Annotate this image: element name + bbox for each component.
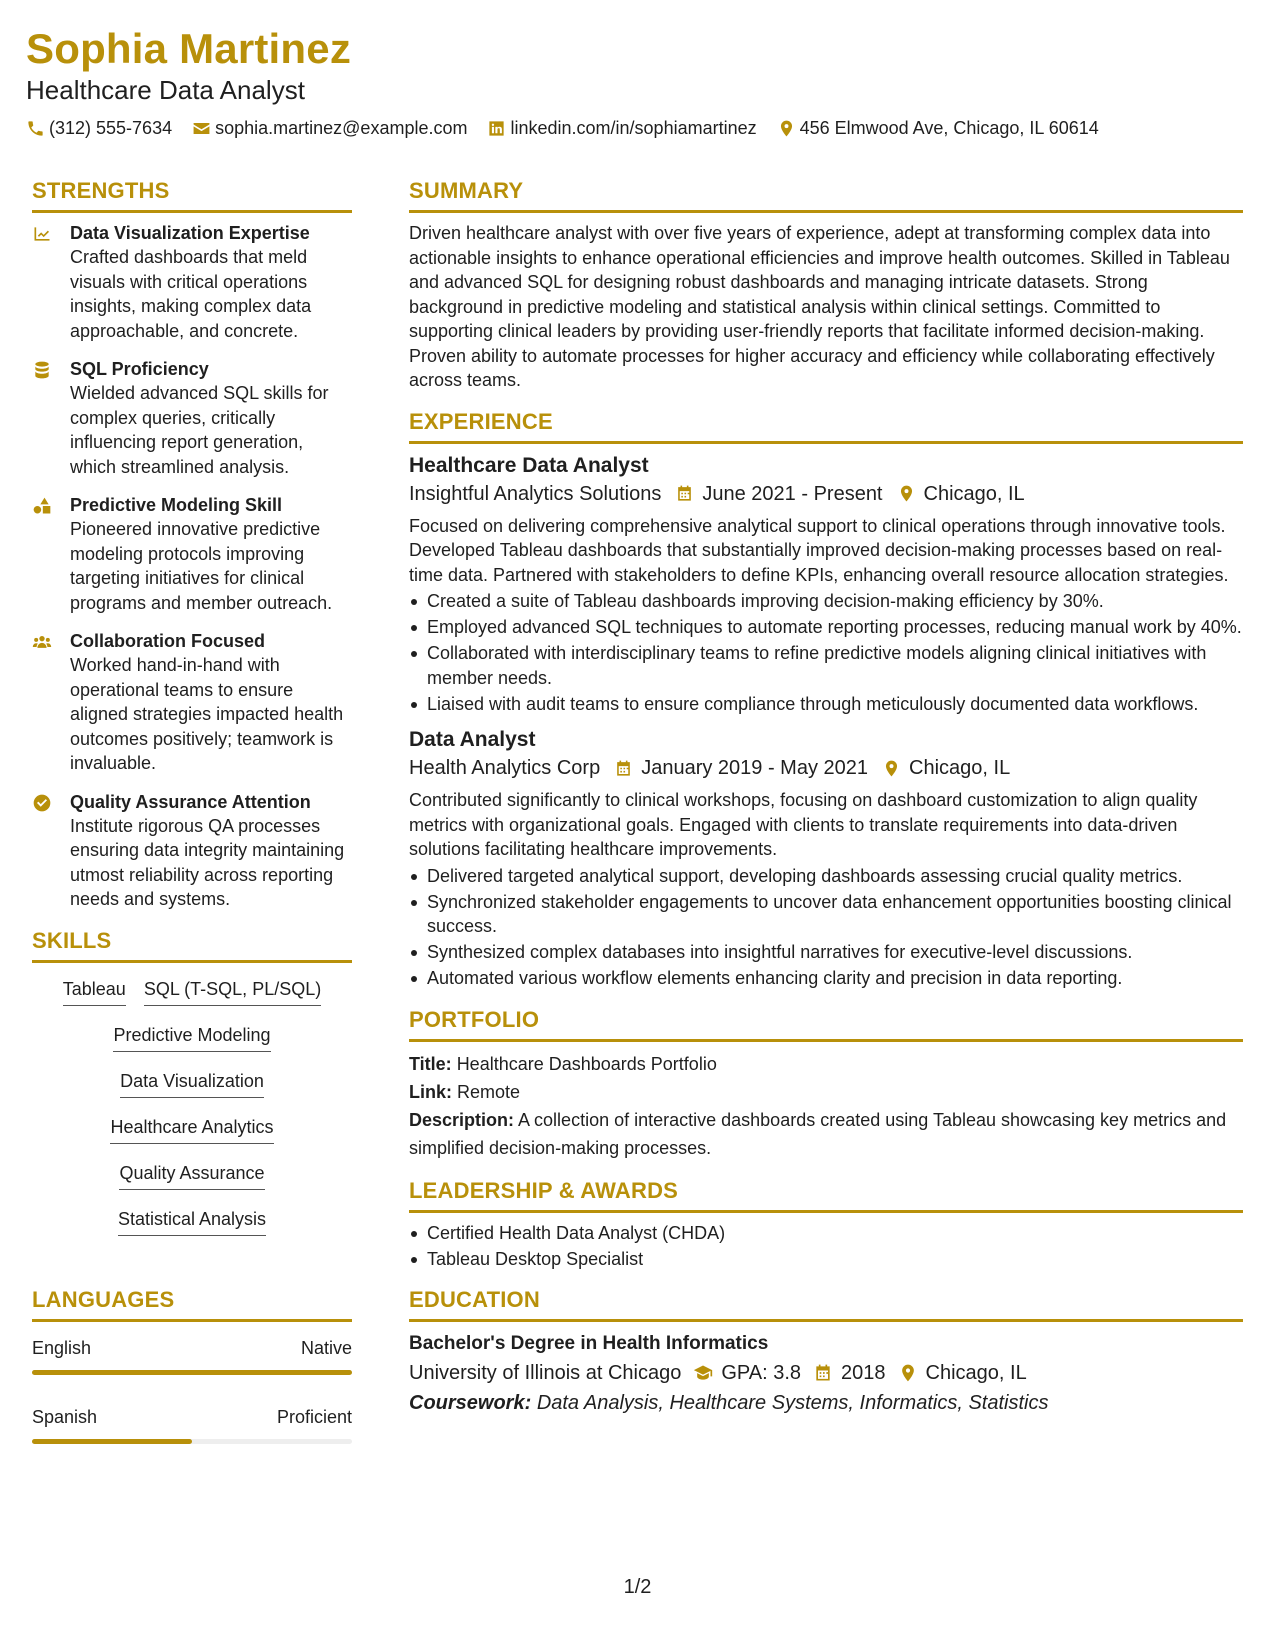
section-divider [409,1039,1243,1042]
section-divider [32,960,352,963]
language-level: Native [300,1337,352,1358]
strength-title: Collaboration Focused [70,631,266,651]
map-pin-icon [882,759,901,778]
job-company: Health Analytics Corp [409,757,601,779]
leadership-section [409,1176,1243,1272]
list-item: Automated various workflow elements enhancing clarity and precision in data reporting. [409,966,1243,991]
contact-linkedin[interactable] [487,118,756,139]
section-divider [409,1210,1243,1213]
linkedin-icon [487,119,506,138]
strength-title: SQL Proficiency [70,359,209,379]
strength-item [32,790,352,912]
section-divider [32,1319,352,1322]
language-bar [32,1370,352,1375]
job-entry [409,452,1243,717]
list-item: Collaborated with interdisciplinary teams to refine predictive models aligning clinical initiatives with member needs. [409,641,1243,690]
map-pin-icon [897,484,916,503]
section-title-summary: SUMMARY [409,178,524,203]
linkedin-text[interactable]: linkedin.com/in/sophiamartinez [510,118,757,138]
strength-item [32,357,352,479]
contact-address [777,118,1099,139]
section-title-experience: EXPERIENCE [409,408,553,434]
list-item: Created a suite of Tableau dashboards improving decision-making efficiency by 30%. [409,589,1243,614]
language-item [32,1336,352,1375]
section-divider [409,210,1243,213]
check-circle-icon [32,793,52,813]
skill-tag: Statistical Analysis [118,1207,266,1236]
coursework-value: Data Analysis, Healthcare Systems, Informatics, Statistics [536,1392,1049,1414]
list-item: Tableau Desktop Specialist [409,1247,1243,1272]
coursework-label: Coursework: [409,1392,532,1414]
section-title-skills: SKILLS [32,927,112,953]
portfolio-title-line [409,1050,1243,1078]
experience-section [409,407,1243,991]
list-item: Synchronized stakeholder engagements to uncover data enhancement opportunities boosting clinical success. [409,890,1243,939]
skill-tag: Data Visualization [120,1069,264,1098]
portfolio-desc-value: A collection of interactive dashboards created using Tableau showcasing key metrics and simplified decision-making processes. [409,1109,1227,1158]
phone-icon [26,119,45,138]
portfolio-desc-line [409,1106,1243,1162]
section-title-leadership: LEADERSHIP & AWARDS [409,1177,679,1203]
strength-title: Data Visualization Expertise [70,223,310,243]
strength-desc: Institute rigorous QA processes ensuring data integrity maintaining utmost reliability across reporting needs and systems. [70,815,345,909]
strength-title: Quality Assurance Attention [70,791,311,812]
job-bullets [409,864,1243,991]
job-title: Data Analyst [409,728,536,751]
contact-email[interactable] [192,118,467,139]
skill-tag: Quality Assurance [119,1161,264,1190]
portfolio-link-label: Link: [409,1081,452,1102]
job-meta [409,480,1243,508]
job-title: Healthcare Data Analyst [409,453,649,477]
job-dates: January 2019 - May 2021 [641,757,869,779]
education-degree: Bachelor's Degree in Health Informatics [409,1333,769,1354]
portfolio-link-value: Remote [457,1081,521,1102]
skill-tag: SQL (T-SQL, PL/SQL) [144,977,321,1006]
language-bar [32,1439,352,1444]
section-divider [32,210,352,213]
summary-section [409,176,1243,393]
education-coursework [409,1388,1243,1418]
education-meta [409,1358,1243,1388]
language-name: Spanish [32,1406,98,1427]
job-dates: June 2021 - Present [702,482,883,505]
map-pin-icon [777,119,796,138]
left-column [32,176,352,1474]
education-year: 2018 [841,1362,886,1384]
language-level: Proficient [276,1406,352,1427]
language-bar-fill [32,1439,192,1444]
list-item: Employed advanced SQL techniques to automate reporting processes, reducing manual work by 40%. [409,615,1243,640]
portfolio-title-value: Healthcare Dashboards Portfolio [456,1053,717,1074]
calendar-icon [813,1363,833,1383]
phone-text: (312) 555-7634 [49,118,173,138]
database-icon [32,360,52,380]
skill-tag: Predictive Modeling [113,1023,270,1052]
chart-line-icon [32,224,52,244]
portfolio-title-label: Title: [409,1053,452,1074]
education-section [409,1285,1243,1418]
section-divider [409,441,1243,444]
strength-title: Predictive Modeling Skill [70,495,283,515]
education-school: University of Illinois at Chicago [409,1362,682,1384]
graduation-cap-icon [693,1363,713,1383]
section-title-portfolio: PORTFOLIO [409,1006,540,1032]
portfolio-section [409,1005,1243,1162]
job-location: Chicago, IL [923,482,1025,505]
skill-tag: Healthcare Analytics [110,1115,273,1144]
strength-item [32,629,352,776]
skills-list [32,971,352,1253]
list-item: Liaised with audit teams to ensure compliance through meticulously documented data workflows. [409,692,1243,717]
list-item: Delivered targeted analytical support, developing dashboards assessing crucial quality metrics. [409,864,1243,889]
section-divider [409,1319,1243,1322]
email-text[interactable]: sophia.martinez@example.com [215,118,468,138]
strengths-section [32,176,352,912]
skills-section [32,926,352,1253]
language-item [32,1405,352,1444]
users-icon [32,632,52,652]
job-company: Insightful Analytics Solutions [409,482,662,505]
section-title-strengths: STRENGTHS [32,178,170,203]
strength-desc: Wielded advanced SQL skills for complex queries, critically influencing report generation, which streamlined analysis. [70,383,329,477]
skill-tag: Tableau [63,977,126,1006]
summary-text: Driven healthcare analyst with over five years of experience, adept at transforming complex data into actionable insights to enhance operational efficiencies and improve health outcomes. Skilled in Tableau and advanced SQL for designing robust dashboards and managing intricate datasets. Strong background in predictive modeling and statistical analysis within clinical settings. Committed to supporting clinical leaders by providing user-friendly reports that facilitate informed decision-making. Proven ability to automate processes for higher accuracy and efficiency while collaborating effectively across teams. [409,223,1230,390]
portfolio-link-line [409,1078,1243,1106]
calendar-icon [614,759,633,778]
candidate-role: Healthcare Data Analyst [26,75,305,105]
leadership-list [409,1221,1243,1272]
job-bullets [409,589,1243,716]
portfolio-desc-label: Description: [409,1109,515,1130]
strength-desc: Crafted dashboards that meld visuals with critical operations insights, making complex data approachable, and concrete. [70,247,312,341]
languages-section [32,1285,352,1444]
list-item: Certified Health Data Analyst (CHDA) [409,1221,1243,1246]
strength-item [32,493,352,615]
resume-header [26,24,1246,139]
page-number: 1/2 [623,1576,652,1598]
candidate-name: Sophia Martinez [26,25,352,72]
education-gpa: GPA: 3.8 [721,1362,802,1384]
calendar-icon [675,484,694,503]
job-meta [409,754,1243,782]
contact-row [26,118,1246,139]
strength-desc: Pioneered innovative predictive modeling protocols improving targeting initiatives for clinical programs and member outreach. [70,519,333,613]
section-title-languages: LANGUAGES [32,1286,175,1312]
strength-item [32,221,352,343]
education-location: Chicago, IL [925,1362,1027,1384]
job-entry [409,726,1243,991]
shapes-icon [32,496,52,516]
job-description: Contributed significantly to clinical workshops, focusing on dashboard customization to align quality metrics with organizational goals. Engaged with clients to translate requirements into data-driven solutions facilitating healthcare improvements. [409,790,1198,859]
map-pin-icon [898,1363,918,1383]
strength-desc: Worked hand-in-hand with operational teams to ensure aligned strategies impacted health outcomes positively; teamwork is invaluable. [70,655,344,773]
job-location: Chicago, IL [909,757,1011,779]
address-text: 456 Elmwood Ave, Chicago, IL 60614 [799,118,1099,138]
envelope-icon [192,119,211,138]
language-name: English [32,1337,92,1358]
list-item: Synthesized complex databases into insightful narratives for executive-level discussions. [409,940,1243,965]
job-description: Focused on delivering comprehensive analytical support to clinical operations through innovative tools. Developed Tableau dashboards that substantially improved decision-making processes based on real-time data. Partnered with stakeholders to define KPIs, enhancing overall resource allocation strategies. [409,515,1229,585]
right-column [409,176,1243,1418]
language-bar-fill [32,1370,352,1375]
section-title-education: EDUCATION [409,1287,540,1312]
contact-phone [26,118,172,139]
